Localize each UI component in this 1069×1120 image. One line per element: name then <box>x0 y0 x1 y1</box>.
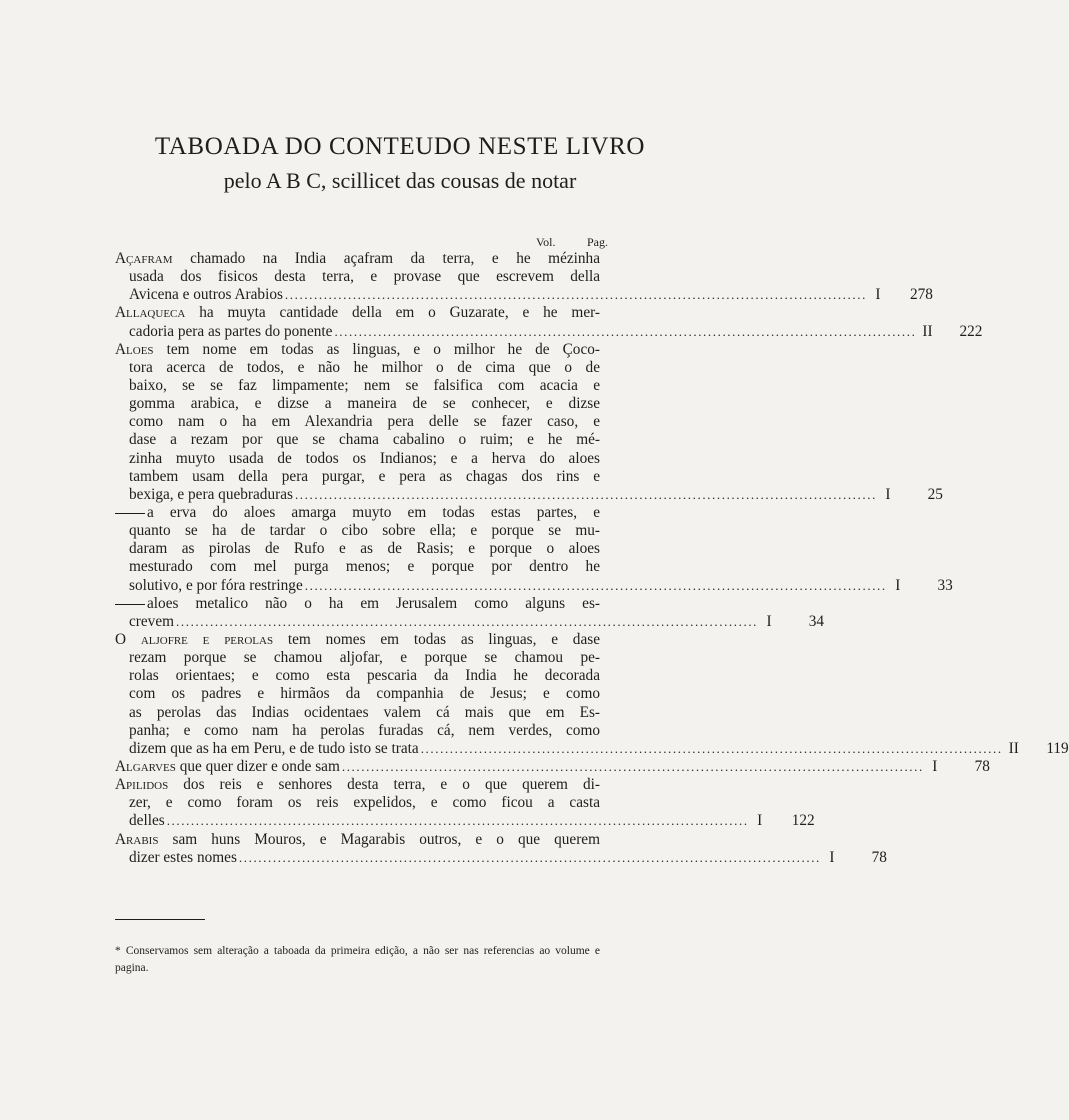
entry-line <box>115 794 600 812</box>
entry-line <box>115 576 953 595</box>
entry-text <box>129 431 600 448</box>
entry-line-text: chamado na India açafram da terra, e he mézinha <box>190 250 600 267</box>
entry-text <box>115 776 600 793</box>
entry-line <box>115 649 600 667</box>
index-entry <box>115 250 933 304</box>
entry-text <box>115 504 600 521</box>
entry-text <box>129 740 419 758</box>
entry-text <box>129 722 600 739</box>
entry-page: 222 <box>959 322 983 340</box>
entry-headword: Allaqueca <box>115 304 186 322</box>
entry-line <box>115 540 600 558</box>
entry-line-text: baixo, se se faz limpamente; nem se falsifica com acacia e <box>129 376 600 394</box>
entry-volume: I <box>885 485 891 503</box>
entry-text <box>115 250 600 267</box>
entry-text <box>129 286 283 304</box>
pag-column-header: Pag. <box>587 235 608 249</box>
entry-page: 122 <box>791 812 815 830</box>
entry-line-text: bexiga, e pera quebraduras <box>129 485 293 503</box>
page-title: TABOADA DO CONTEUDO NESTE LIVRO <box>154 133 646 160</box>
index-entries <box>115 250 1069 867</box>
entry-headword: O aljofre e perolas <box>115 630 274 648</box>
entry-line <box>115 250 600 268</box>
entry-line <box>115 812 815 830</box>
entry-line <box>115 413 600 431</box>
entry-line-text: dizer estes nomes <box>129 848 237 866</box>
entry-volume: II <box>922 322 933 340</box>
entry-line <box>115 431 600 449</box>
entry-line <box>115 268 600 286</box>
entry-line-text: delles <box>129 812 165 830</box>
entry-line-text: dase a rezam por que se chama cabalino o ruim; e he mé- <box>129 431 600 449</box>
entry-line-text: dizem que as ha em Peru, e de tudo isto se trata <box>129 739 419 757</box>
entry-text <box>129 486 293 504</box>
entry-line <box>115 831 600 849</box>
entry-page: 33 <box>937 576 953 594</box>
entry-line-text: com os padres e hirmãos da companhia de Jesus; e como <box>129 685 600 703</box>
leader-dots: ........................................................................................................................ <box>420 740 1003 756</box>
entry-text <box>129 812 165 830</box>
entry-page: 34 <box>808 612 825 630</box>
leader-dots: ........................................................................................................................ <box>284 287 867 303</box>
footnote-rule <box>115 919 205 920</box>
column-headers <box>536 235 608 250</box>
index-entry <box>115 304 983 340</box>
entry-line-text: Avicena e outros Arabios <box>129 286 283 304</box>
entry-line <box>115 485 943 504</box>
entry-headword: Açafram <box>115 250 173 267</box>
entry-line-text: a erva do aloes amarga muyto em todas estas partes, e <box>147 503 600 521</box>
entry-line <box>115 685 600 703</box>
vol-column-header: Vol. <box>536 235 556 249</box>
entry-text <box>129 450 600 467</box>
entry-page: 78 <box>974 757 990 775</box>
entry-line <box>115 631 600 649</box>
entry-line-text: dos reis e senhores desta terra, e o que querem di- <box>183 776 600 794</box>
entry-line-text: ha muyta cantidade della em o Guzarate, e he mer- <box>199 304 601 322</box>
entry-line <box>115 667 600 685</box>
ditto-dash <box>115 604 145 605</box>
entry-text <box>129 359 600 376</box>
entry-line <box>115 322 983 341</box>
entry-line <box>115 504 600 522</box>
entry-line <box>115 522 600 540</box>
entry-line <box>115 377 600 395</box>
entry-line-text: zer, e como foram os reis expelidos, e como ficou a casta <box>129 794 600 812</box>
entry-headword: Arabis <box>115 830 159 848</box>
entry-line-text: tem nomes em todas as linguas, e dase <box>287 630 600 648</box>
entry-text <box>129 649 600 666</box>
entry-line-text: que quer dizer e onde sam <box>179 757 340 775</box>
entry-line <box>115 848 887 867</box>
index-entry <box>115 776 815 830</box>
entry-text <box>129 468 600 485</box>
page-subtitle: pelo A B C, scillicet das cousas de notar <box>223 168 577 193</box>
entry-line <box>115 776 600 794</box>
entry-line-text: solutivo, e por fóra restringe <box>129 576 303 594</box>
entry-line <box>115 359 600 377</box>
entry-text <box>129 395 600 412</box>
entry-line <box>115 468 600 486</box>
entry-line-text: como nam o ha em Alexandria pera delle se fazer caso, e <box>129 413 600 431</box>
leader-dots: ........................................................................................................................ <box>341 758 924 774</box>
entry-text <box>129 413 600 430</box>
entry-line <box>115 595 600 613</box>
entry-headword: Aloes <box>115 340 154 358</box>
entry-volume: I <box>829 848 835 866</box>
entry-page: 25 <box>927 485 943 503</box>
entry-text <box>115 631 600 648</box>
entry-line-text: as perolas das Indias ocidentaes valem cá mais que em Es- <box>129 703 600 721</box>
entry-page: 78 <box>871 848 887 866</box>
entry-line-text: gomma arabica, e dizse a maneira de se conhecer, e dizse <box>129 395 600 413</box>
entry-line-text: aloes metalico não o ha em Jerusalem como alguns es- <box>147 594 600 612</box>
entry-volume: I <box>766 612 772 630</box>
entry-line-text: panha; e como nam ha perolas furadas cá, nem verdes, como <box>129 721 600 739</box>
entry-line-text: zinha muyto usada de todos os Indianos; e a herva do aloes <box>129 449 600 467</box>
entry-text <box>129 704 600 721</box>
entry-line <box>115 612 825 631</box>
entry-volume: I <box>875 286 881 304</box>
entry-line <box>115 558 600 576</box>
entry-text <box>129 794 600 811</box>
entry-headword: Apilidos <box>115 776 169 794</box>
index-entry <box>115 594 825 631</box>
entry-line <box>115 704 600 722</box>
leader-dots: ........................................................................................................................ <box>334 323 917 339</box>
entry-line-text: daram as pirolas de Rufo e as de Rasis; e porque o aloes <box>129 540 600 558</box>
index-entry <box>115 757 990 776</box>
leader-dots: ........................................................................................................................ <box>238 849 821 865</box>
entry-volume: I <box>757 812 763 830</box>
index-entry <box>115 503 953 595</box>
entry-page: 119 <box>1046 739 1069 757</box>
entry-line-text: rezam porque se chamou aljofar, e porque se chamou pe- <box>129 649 600 667</box>
entry-line-text: rolas orientaes; e como esta pescaria da India he decorada <box>129 667 600 685</box>
entry-text <box>129 558 600 575</box>
footnote: * Conservamos sem alteração a taboada da primeira edição, a não ser nas referencias ao volume e pagina. <box>115 945 600 974</box>
entry-line-text: tambem usam della pera purgar, e pera as chagas dos rins e <box>129 467 600 485</box>
entry-volume: I <box>895 576 901 594</box>
entry-text <box>129 323 332 341</box>
entry-text <box>129 540 600 557</box>
entry-line <box>115 341 600 359</box>
entry-text <box>129 577 303 595</box>
entry-line <box>115 395 600 413</box>
entry-text <box>129 667 600 684</box>
entry-line <box>115 450 600 468</box>
entry-volume: II <box>1008 739 1019 757</box>
entry-line-text: tora acerca de todos, e não he milhor o de cima que o de <box>129 358 600 376</box>
entry-line <box>115 739 1069 758</box>
entry-line <box>115 286 933 304</box>
entry-line-text: cadoria pera as partes do ponente <box>129 322 333 340</box>
entry-line-text: tem nome em todas as linguas, e o milhor he de Çoco- <box>166 340 600 358</box>
entry-text <box>129 522 600 539</box>
entry-text <box>115 304 600 321</box>
leader-dots: ........................................................................................................................ <box>176 613 759 629</box>
entry-line <box>115 722 600 740</box>
ditto-dash <box>115 513 145 514</box>
entry-headword: Algarves <box>115 757 176 775</box>
entry-text <box>129 377 600 394</box>
entry-line <box>115 304 600 322</box>
entry-volume: I <box>932 757 938 775</box>
index-entry <box>115 830 887 867</box>
entry-text <box>115 341 600 358</box>
entry-line-text: usada dos fisicos desta terra, e provase que escrevem della <box>129 268 600 286</box>
index-entry <box>115 630 1069 758</box>
entry-page: 278 <box>909 286 933 304</box>
entry-line-text: sam huns Mouros, e Magarabis outros, e o que querem <box>172 830 600 848</box>
index-entry <box>115 340 943 504</box>
entry-text <box>115 758 340 776</box>
entry-line-text: quanto se ha de tardar o cibo sobre ella; e porque se mu- <box>129 522 600 540</box>
entry-text <box>115 595 600 612</box>
leader-dots: ........................................................................................................................ <box>304 577 887 593</box>
entry-line-text: crevem <box>129 612 175 630</box>
entry-text <box>115 831 600 848</box>
entry-text <box>129 268 600 285</box>
entry-text <box>129 849 237 867</box>
leader-dots: ........................................................................................................................ <box>294 486 877 502</box>
leader-dots: ........................................................................................................................ <box>166 813 749 829</box>
entry-text <box>129 685 600 702</box>
entry-line-text: mesturado com mel purga menos; e porque por dentro he <box>129 558 600 576</box>
entry-line <box>115 757 990 776</box>
entry-text <box>129 613 174 631</box>
